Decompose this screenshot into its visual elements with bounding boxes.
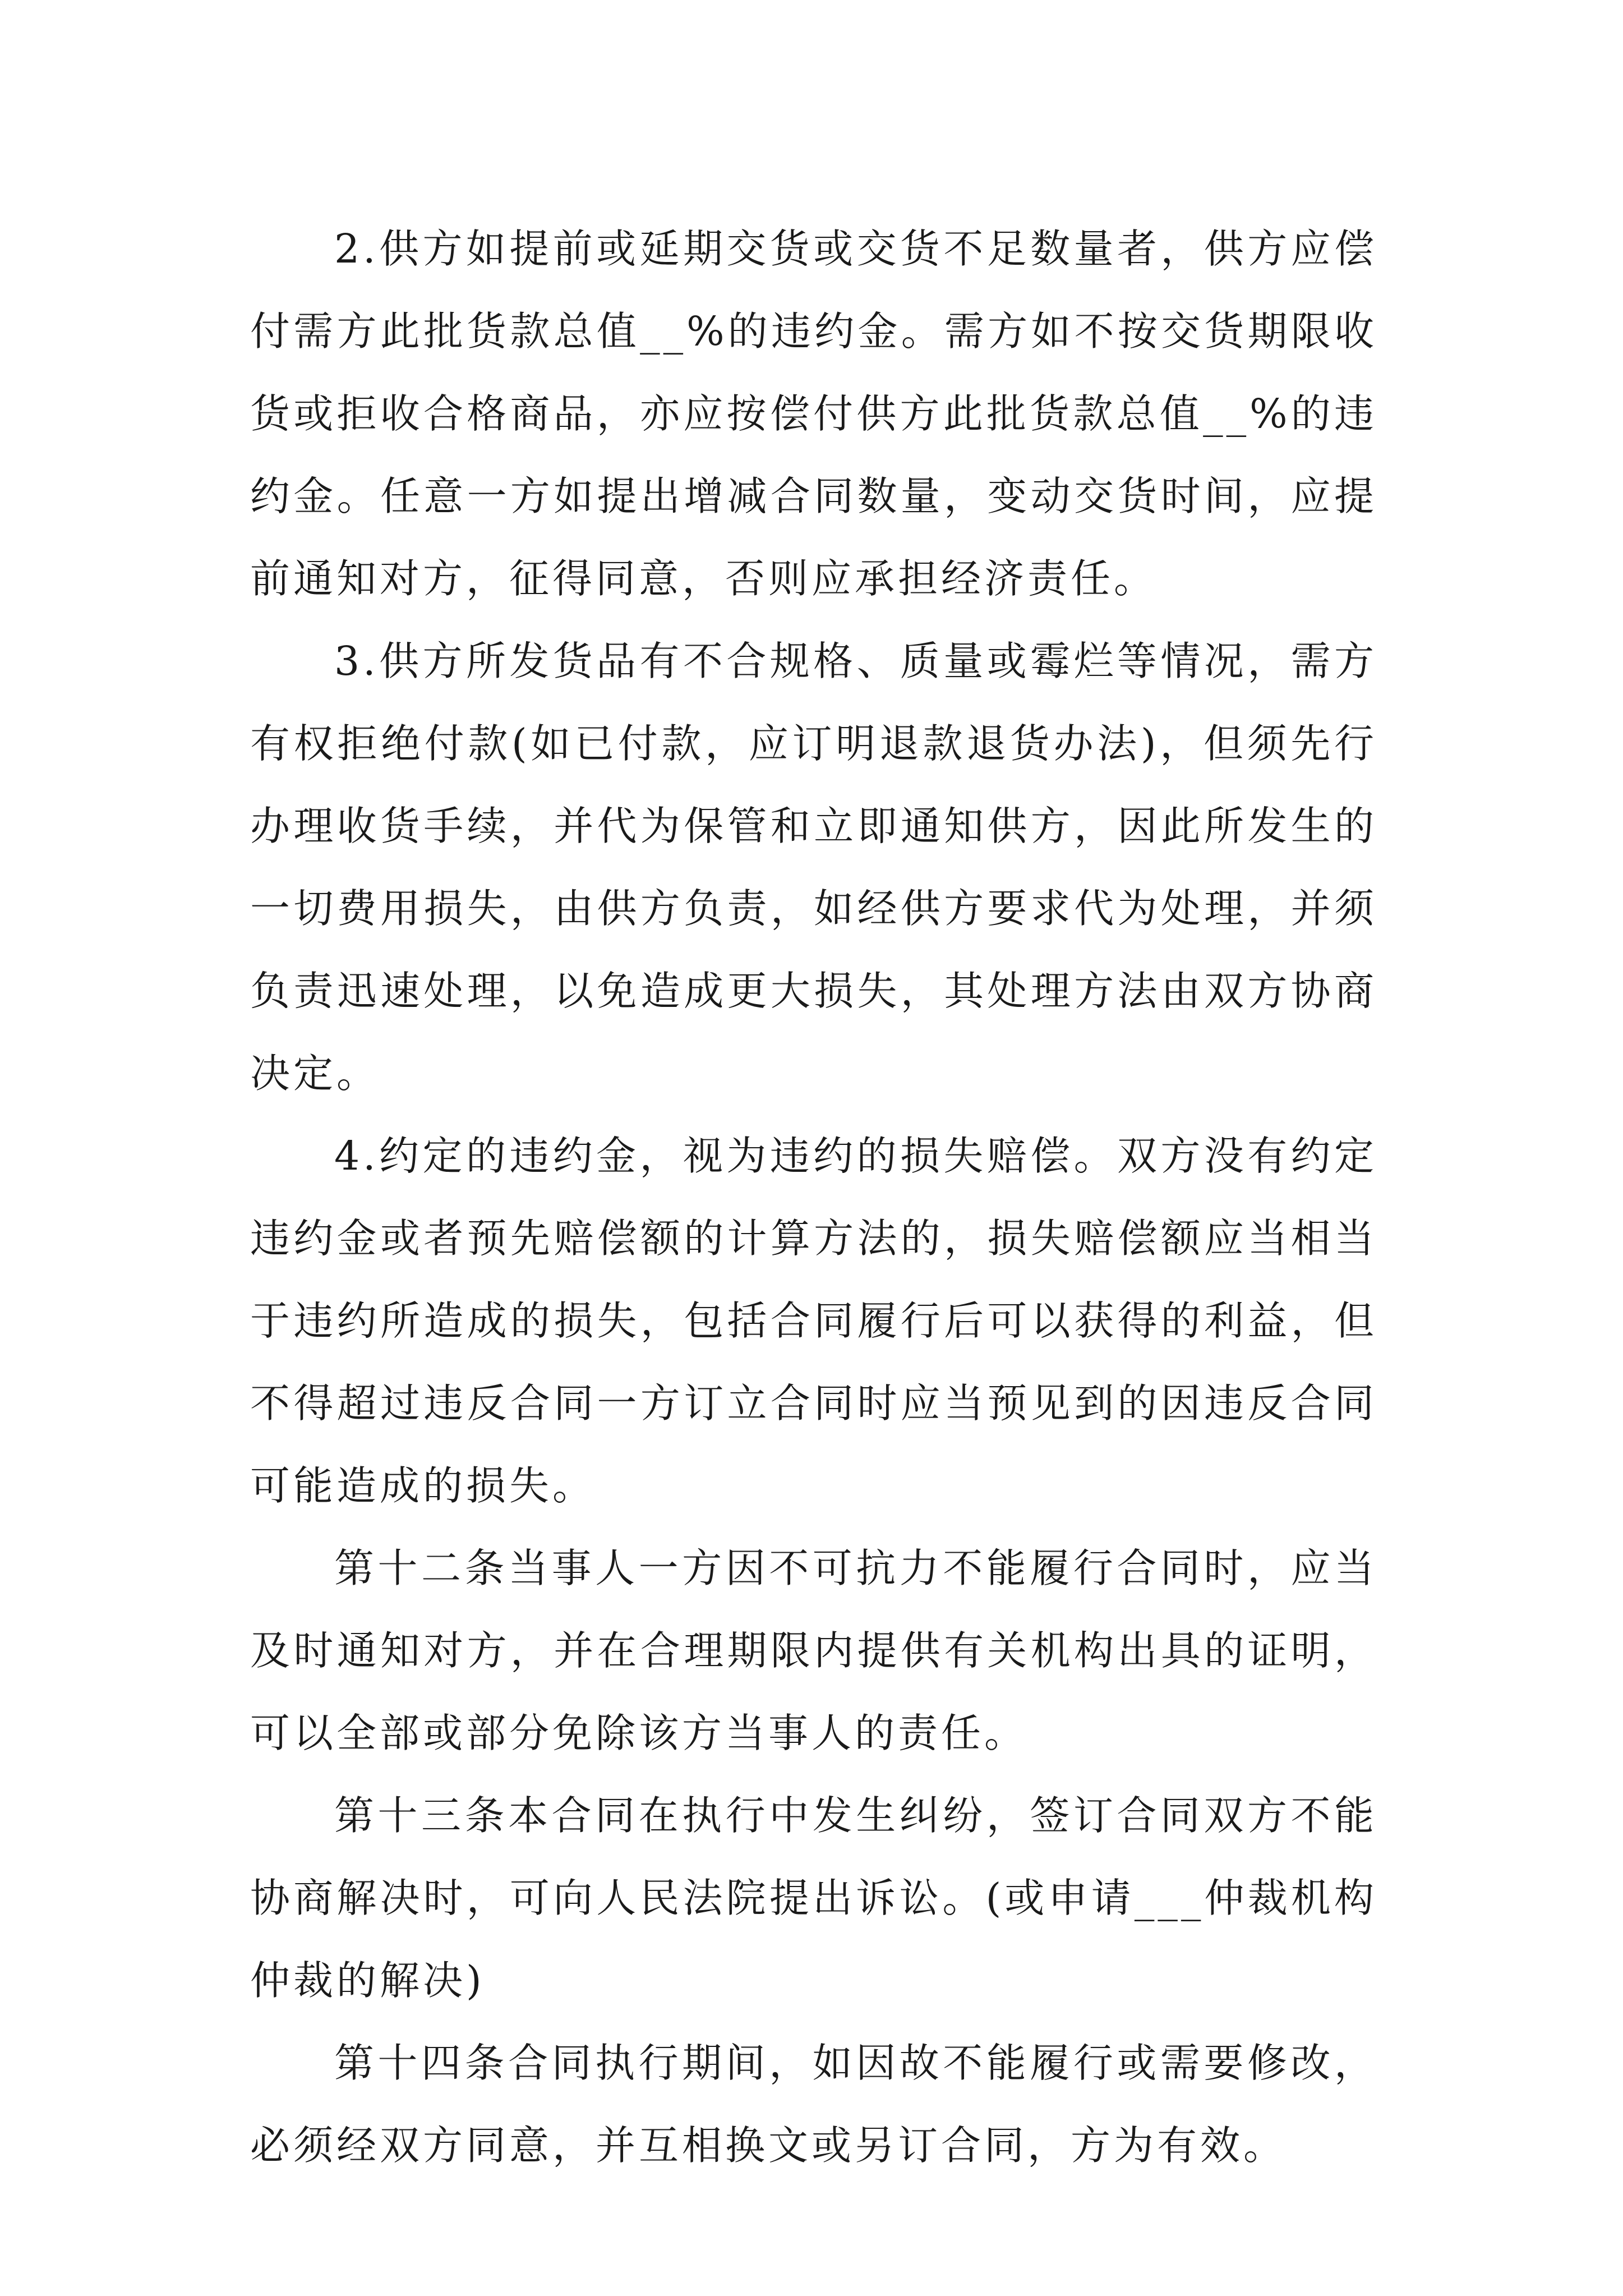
clause-paragraph-4: 4.约定的违约金，视为违约的损失赔偿。双方没有约定违约金或者预先赔偿额的计算方法的，损失赔偿额应当相当于违约所造成的损失，包括合同履行后可以获得的利益，但不得超过违反合同一方订立合同时应当预见到的因违反合同可能造成的损失。 (250, 1133, 1377, 1509)
clause-paragraph-2: 2.供方如提前或延期交货或交货不足数量者，供方应偿付需方此批货款总值__%的违约金。需方如不按交货期限收货或拒收合格商品，亦应按偿付供方此批货款总值__%的违约金。任意一方如提出增减合同数量，变动交货时间，应提前通知对方，征得同意，否则应承担经济责任。 (250, 226, 1377, 602)
article-13-paragraph: 第十三条本合同在执行中发生纠纷，签订合同双方不能协商解决时，可向人民法院提出诉讼。(或申请___仲裁机构仲裁的解决) (250, 1792, 1377, 2004)
document-body (250, 208, 1377, 2187)
clause-paragraph-3: 3.供方所发货品有不合规格、质量或霉烂等情况，需方有权拒绝付款(如已付款，应订明退款退货办法)，但须先行办理收货手续，并代为保管和立即通知供方，因此所发生的一切费用损失，由供方负责，如经供方要求代为处理，并须负责迅速处理，以免造成更大损失，其处理方法由双方协商决定。 (250, 638, 1377, 1097)
article-12-paragraph: 第十二条当事人一方因不可抗力不能履行合同时，应当及时通知对方，并在合理期限内提供有关机构出具的证明，可以全部或部分免除该方当事人的责任。 (250, 1545, 1377, 1756)
article-14-paragraph: 第十四条合同执行期间，如因故不能履行或需要修改，必须经双方同意，并互相换文或另订合同，方为有效。 (250, 2040, 1377, 2169)
